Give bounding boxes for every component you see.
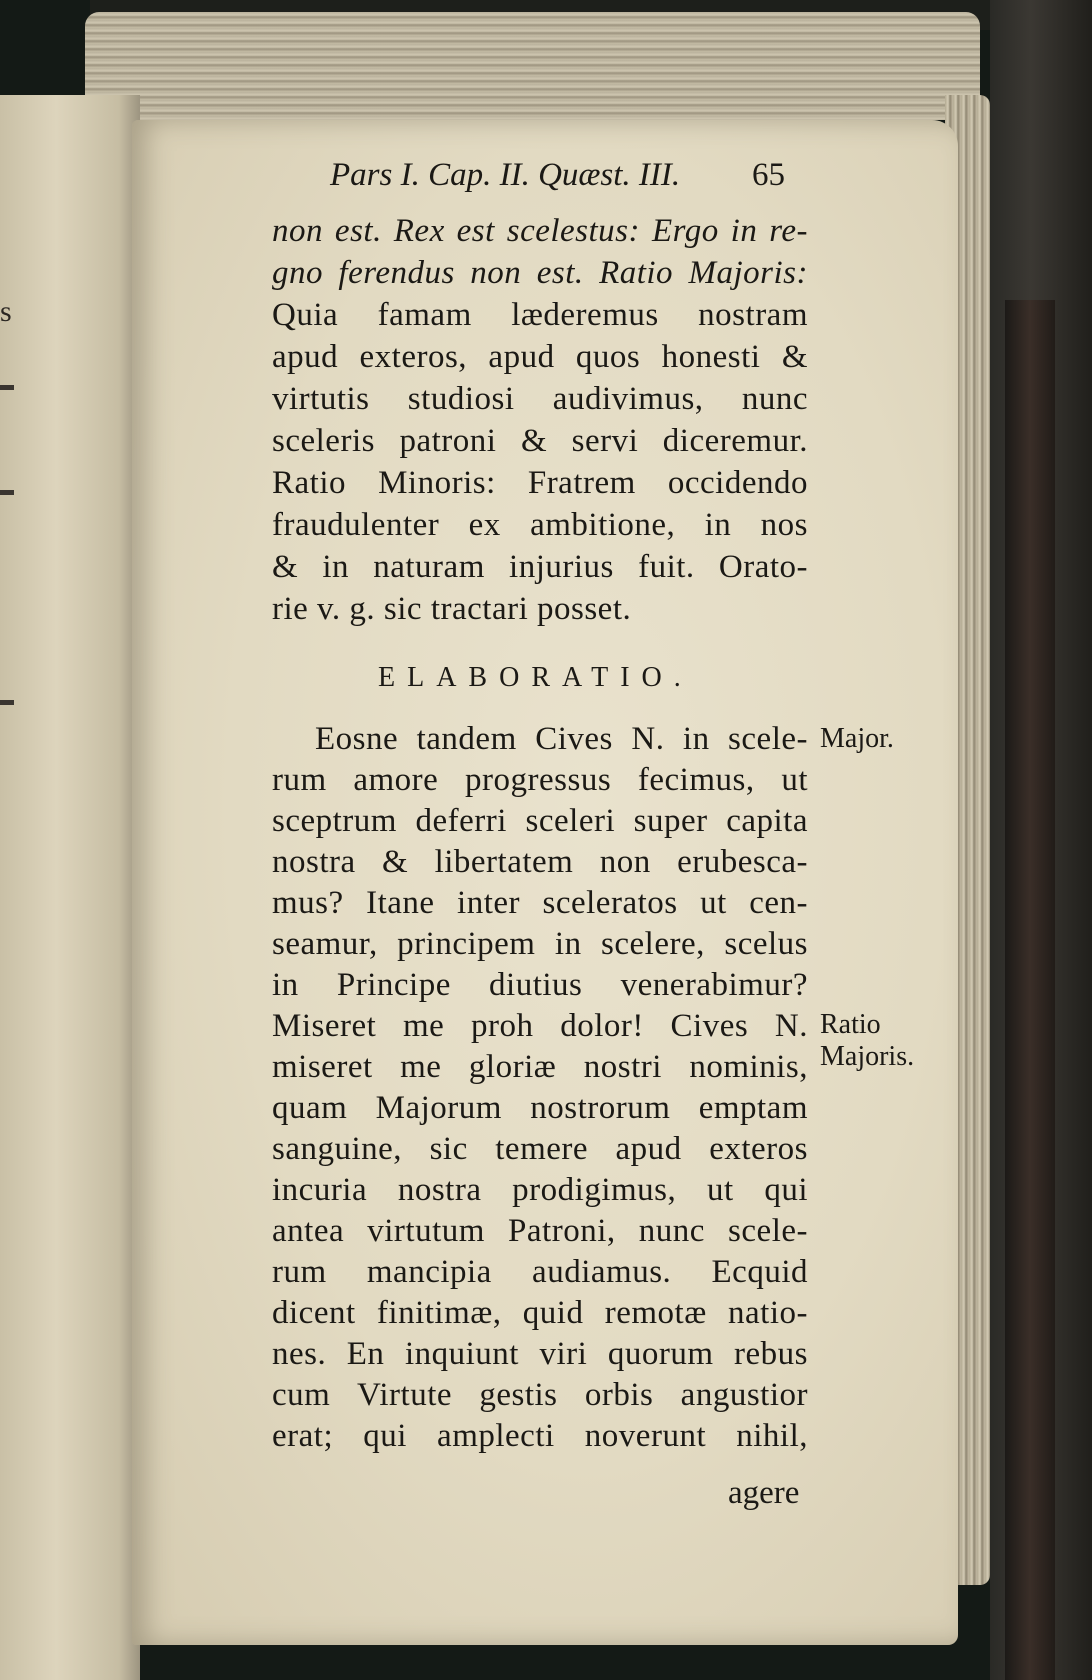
text-line: rum amore progressus fecimus, ut — [272, 762, 808, 798]
text-line: erat; qui amplecti noverunt nihil, — [272, 1418, 808, 1454]
text-line: apud exteros, apud quos honesti & — [272, 339, 808, 375]
text-line: antea virtutum Patroni, nunc scele- — [272, 1213, 808, 1249]
text-line: mus? Itane inter sceleratos ut cen- — [272, 885, 808, 921]
page-number: 65 — [752, 157, 785, 193]
text-line: virtutis studiosi audivimus, nunc — [272, 381, 808, 417]
text-line: incuria nostra prodigimus, ut qui — [272, 1172, 808, 1208]
text-line: rie v. g. sic tractari posset. — [272, 591, 632, 627]
text-line: sanguine, sic temere apud exteros — [272, 1131, 808, 1167]
margin-note-major: Major. — [820, 723, 894, 754]
section-heading: ELABORATIO. — [378, 662, 693, 693]
left-page-mark — [0, 700, 14, 705]
left-facing-page — [0, 95, 140, 1680]
text-line: sceptrum deferri sceleri super capita — [272, 803, 808, 839]
text-line: non est. Rex est scelestus: Ergo in re- — [272, 213, 808, 249]
text-line: miseret me gloriæ nostri nominis, — [272, 1049, 808, 1085]
text-line: in Principe diutius venerabimur? — [272, 967, 808, 1003]
margin-note-majoris: Majoris. — [820, 1041, 915, 1072]
text-line: gno ferendus non est. Ratio Majoris: — [272, 255, 808, 291]
text-line: Ratio Minoris: Fratrem occidendo — [272, 465, 808, 501]
left-page-mark — [0, 490, 14, 495]
left-page-mark — [0, 385, 14, 390]
text-line: sceleris patroni & servi diceremur. — [272, 423, 808, 459]
catchword: agere — [728, 1475, 800, 1511]
page-edges-top — [85, 12, 980, 120]
running-header: Pars I. Cap. II. Quæst. III. — [330, 157, 681, 193]
text-line: & in naturam injurius fuit. Orato- — [272, 549, 808, 585]
margin-note-ratio: Ratio — [820, 1009, 881, 1040]
text-line: fraudulenter ex ambitione, in nos — [272, 507, 808, 543]
text-line: nes. En inquiunt viri quorum rebus — [272, 1336, 808, 1372]
text-line: nostra & libertatem non erubesca- — [272, 844, 808, 880]
text-line: quam Majorum nostrorum emptam — [272, 1090, 808, 1126]
text-line: rum mancipia audiamus. Ecquid — [272, 1254, 808, 1290]
book-binding — [1005, 300, 1055, 1680]
text-line: dicent finitimæ, quid remotæ natio- — [272, 1295, 808, 1331]
left-page-letter: s — [0, 295, 12, 328]
text-line: Quia famam læderemus nostram — [272, 297, 808, 333]
text-line: Miseret me proh dolor! Cives N. — [272, 1008, 808, 1044]
text-line: Eosne tandem Cives N. in scele- — [315, 721, 808, 757]
text-line: cum Virtute gestis orbis angustior — [272, 1377, 808, 1413]
text-line: seamur, principem in scelere, scelus — [272, 926, 808, 962]
